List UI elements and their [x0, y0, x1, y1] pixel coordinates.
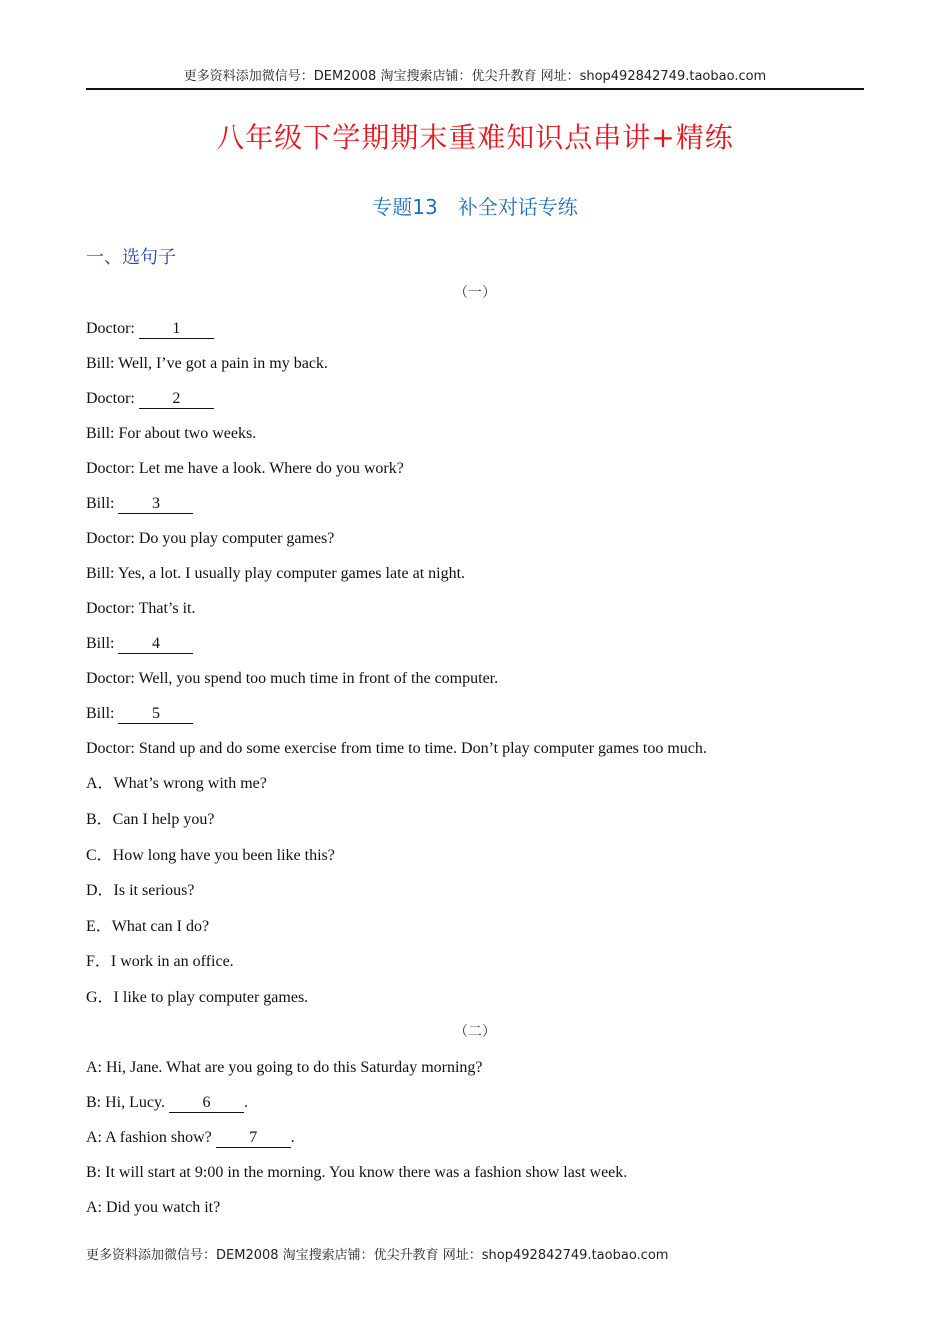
answer-blank: 1 [139, 320, 214, 339]
answer-blank: 4 [118, 635, 193, 654]
punctuation: . [243, 1094, 248, 1111]
part-label-1: （一） [454, 286, 496, 301]
answer-blank: 7 [216, 1129, 291, 1148]
answer-blank: 3 [118, 495, 193, 514]
speaker: Bill: [86, 705, 119, 722]
dialogue-line: Bill: Well, I’ve got a pain in my back. [86, 355, 328, 372]
speaker: Doctor: [86, 320, 139, 337]
dialogue-line [86, 388, 214, 410]
speaker: Bill: [86, 495, 119, 512]
option-item: E．What can I do? [86, 918, 210, 935]
option-item: A．What’s wrong with me? [86, 775, 267, 792]
section-heading: 一、选句子 [86, 247, 176, 268]
dialogue-line [86, 318, 214, 340]
speaker: Bill: [86, 635, 119, 652]
dialogue-line [86, 1127, 295, 1149]
answer-blank: 6 [169, 1094, 244, 1113]
page-footer: 更多资料添加微信号：DEM2008 淘宝搜索店铺：优尖升教育 网址：shop492842749.taobao.com [86, 1248, 669, 1263]
dialogue-line [86, 1092, 248, 1114]
dialogue-line: Doctor: That’s it. [86, 600, 196, 617]
dialogue-line [86, 703, 193, 725]
speaker: B: Hi, Lucy. [86, 1094, 169, 1111]
punctuation: . [290, 1129, 295, 1146]
option-item: G．I like to play computer games. [86, 989, 309, 1006]
dialogue-line: A: Did you watch it? [86, 1199, 221, 1216]
option-item: D．Is it serious? [86, 882, 195, 899]
answer-blank: 5 [118, 705, 193, 724]
dialogue-line [86, 493, 193, 515]
answer-blank: 2 [139, 390, 214, 409]
dialogue-line: Bill: Yes, a lot. I usually play computer games late at night. [86, 565, 466, 582]
dialogue-line: A: Hi, Jane. What are you going to do this Saturday morning? [86, 1059, 483, 1076]
part-label-2: （二） [454, 1025, 496, 1040]
page-header: 更多资料添加微信号：DEM2008 淘宝搜索店铺：优尖升教育 网址：shop492842749.taobao.com [86, 66, 864, 90]
dialogue-line: Doctor: Well, you spend too much time in front of the computer. [86, 670, 499, 687]
option-item: C．How long have you been like this? [86, 847, 335, 864]
speaker: Doctor: [86, 390, 139, 407]
dialogue-line [86, 633, 193, 655]
dialogue-line: Doctor: Stand up and do some exercise from time to time. Don’t play computer games too much. [86, 740, 707, 757]
speaker: A: A fashion show? [86, 1129, 216, 1146]
dialogue-line: Doctor: Do you play computer games? [86, 530, 335, 547]
option-item: B．Can I help you? [86, 811, 215, 828]
dialogue-line: Doctor: Let me have a look. Where do you work? [86, 460, 404, 477]
option-item: F．I work in an office. [86, 953, 234, 970]
page-title: 八年级下学期期末重难知识点串讲+精练 [216, 121, 734, 154]
dialogue-line: Bill: For about two weeks. [86, 425, 257, 442]
page-subtitle: 专题13 补全对话专练 [372, 195, 578, 219]
dialogue-line: B: It will start at 9:00 in the morning. You know there was a fashion show last week. [86, 1164, 628, 1181]
